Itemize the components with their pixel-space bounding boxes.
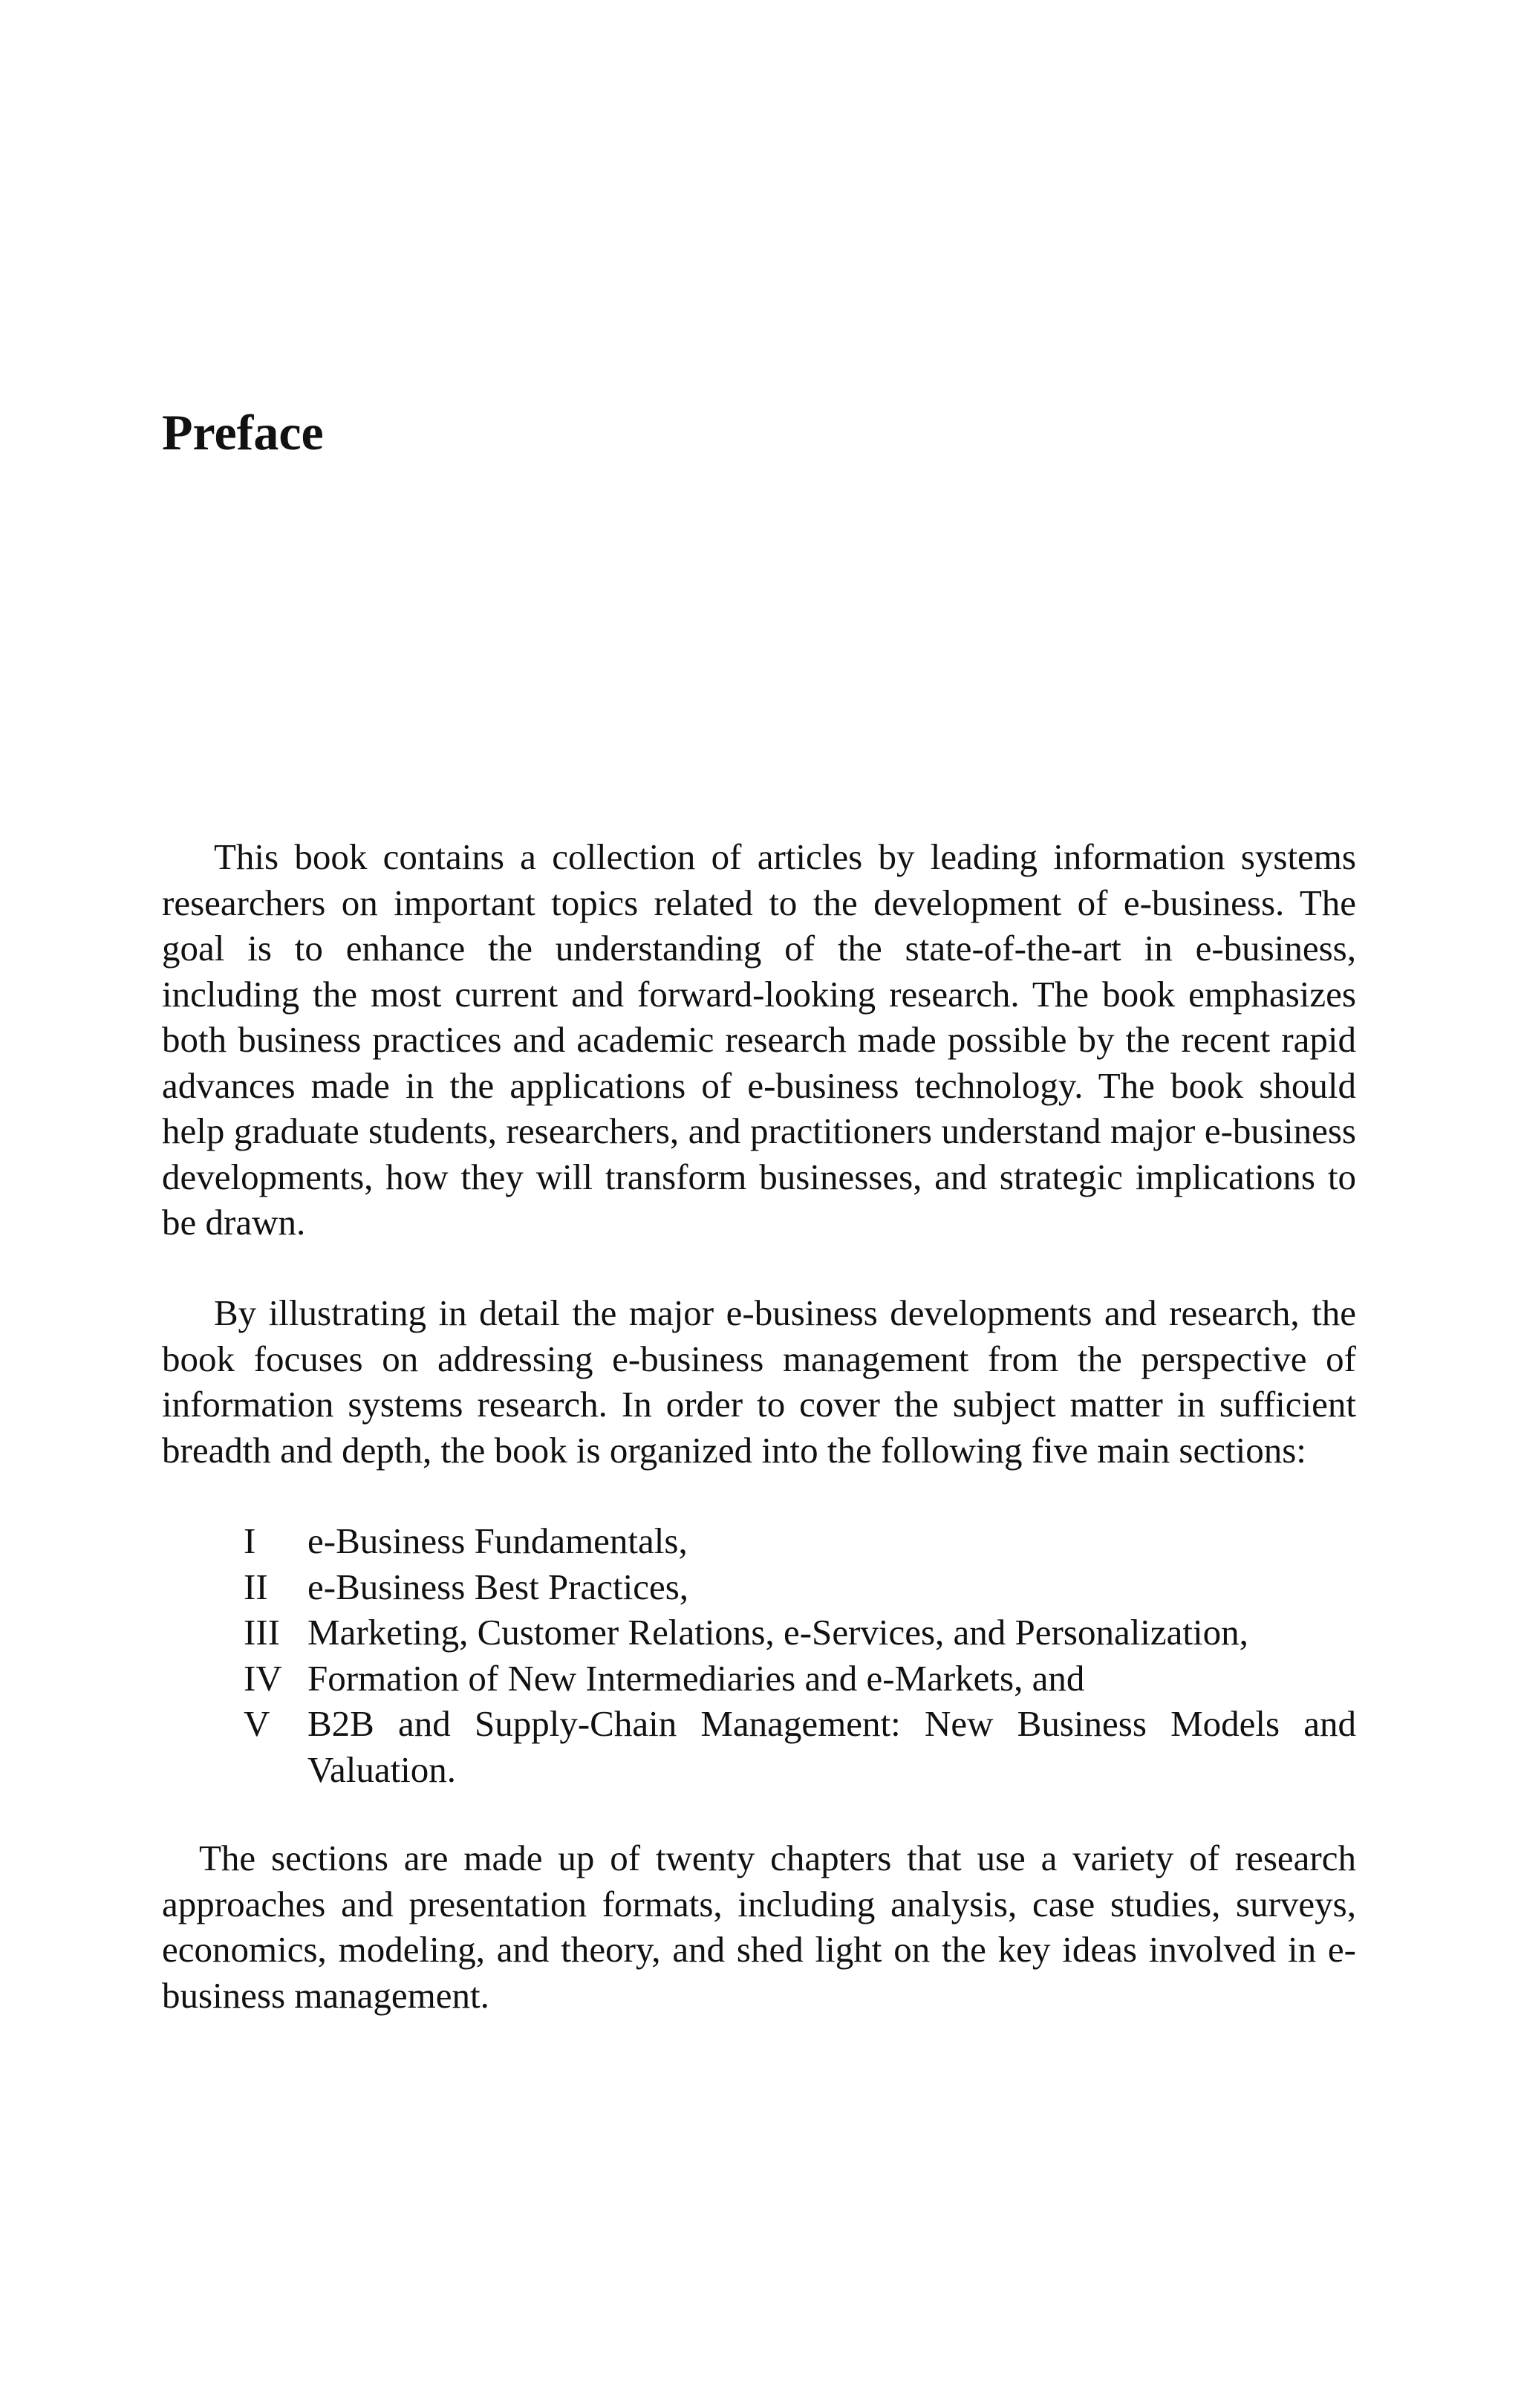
- section-title: e-Business Fundamentals,: [307, 1520, 688, 1561]
- section-numeral: IV: [244, 1657, 282, 1699]
- paragraph-intro: This book contains a collection of articles by leading information systems researchers on important topics related to the development of e-business. The goal is to enhance the understanding of the state-of-the-art in e-business, including the most current and forward-looking research. The book emphasizes both business practices and academic research made possible by the recent rapid advances made in the applications of e-business technology. The book should help graduate students, researchers, and practitioners understand major e-business developments, how they will transform businesses, and strategic implications to be drawn.: [162, 836, 1356, 1243]
- section-item: [162, 1518, 1356, 1564]
- paragraph-organization: By illustrating in detail the major e-business developments and research, the book focuses on addressing e-business management from the perspective of information systems research. In order to cover the subject matter in sufficient breadth and depth, the book is organized into the following five main sections:: [162, 1292, 1356, 1471]
- page-title: Preface: [162, 404, 324, 461]
- section-title: B2B and Supply-Chain Management: New Business Models and Valuation.: [307, 1703, 1356, 1790]
- section-list: [162, 1518, 1356, 1792]
- section-title: Marketing, Customer Relations, e-Services, and Personalization,: [307, 1612, 1248, 1653]
- section-item: [162, 1656, 1356, 1702]
- paragraph-chapters: The sections are made up of twenty chapters that use a variety of research approaches and presentation formats, including analysis, case studies, surveys, economics, modeling, and theory, and shed light on the key ideas involved in e-business management.: [162, 1838, 1356, 2016]
- section-numeral: I: [244, 1520, 256, 1561]
- section-title: e-Business Best Practices,: [307, 1566, 689, 1607]
- section-numeral: II: [244, 1566, 268, 1607]
- section-item: [162, 1701, 1356, 1792]
- section-numeral: V: [244, 1703, 270, 1744]
- section-item: [162, 1564, 1356, 1610]
- section-title: Formation of New Intermediaries and e-Markets, and: [307, 1657, 1085, 1699]
- section-item: [162, 1610, 1356, 1656]
- section-numeral: III: [244, 1612, 280, 1653]
